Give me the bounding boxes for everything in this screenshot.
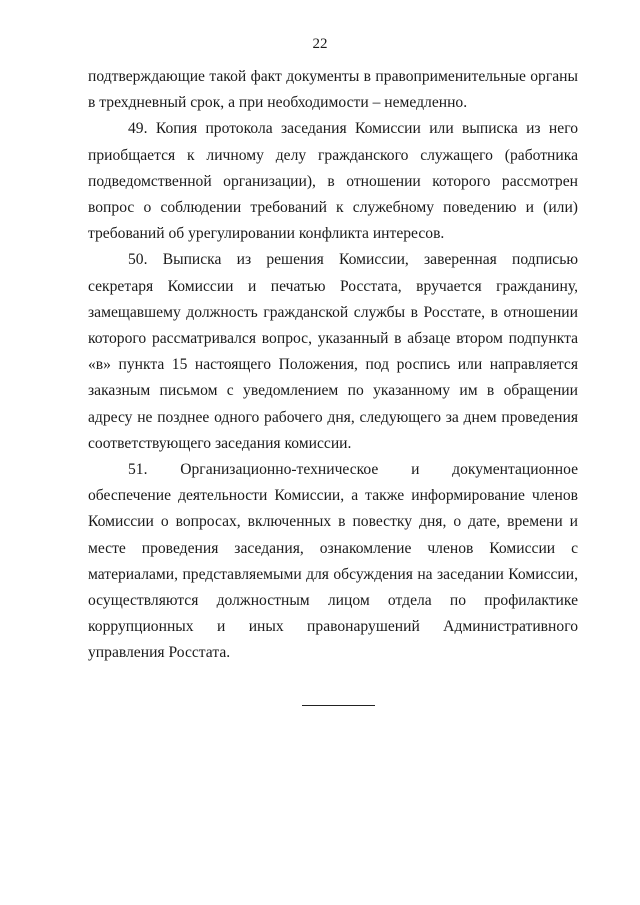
paragraph-continuation: подтверждающие такой факт документы в правоприменительные органы в трехдневный срок, а при необходимости – немедленно. [88,68,578,112]
paragraph-49: 49. Копия протокола заседания Комиссии или выписка из него приобщается к личному делу гражданского служащего (работника подведомственной организации), в отношении которого рассмотрен вопрос о соблюдении требований к служебному поведению и (или) требований об урегулировании конфликта интересов. [88,120,578,243]
paragraph-51: 51. Организационно-техническое и документационное обеспечение деятельности Комиссии, а также информирование членов Комиссии о вопросах, включенных в повестку дня, о дате, времени и месте проведения заседания, ознакомление членов Комиссии с материалами, представляемыми для обсуждения на заседании Комиссии, осуществляются должностным лицом отдела по профилактике коррупционных и иных правонарушений Административного управления Росстата. [88,461,578,662]
document-body [88,64,578,667]
page-number: 22 [312,36,328,52]
end-divider-line [302,705,375,706]
paragraph-50: 50. Выписка из решения Комиссии, заверенная подписью секретаря Комиссии и печатью Росстата, вручается гражданину, замещавшему должность гражданской службы в Росстате, в отношении которого рассматривался вопрос, указанный в абзаце втором подпункта «в» пункта 15 настоящего Положения, под роспись или направляется заказным письмом с уведомлением по указанному им в обращении адресу не позднее одного рабочего дня, следующего за днем проведения соответствующего заседания комиссии. [88,251,578,452]
